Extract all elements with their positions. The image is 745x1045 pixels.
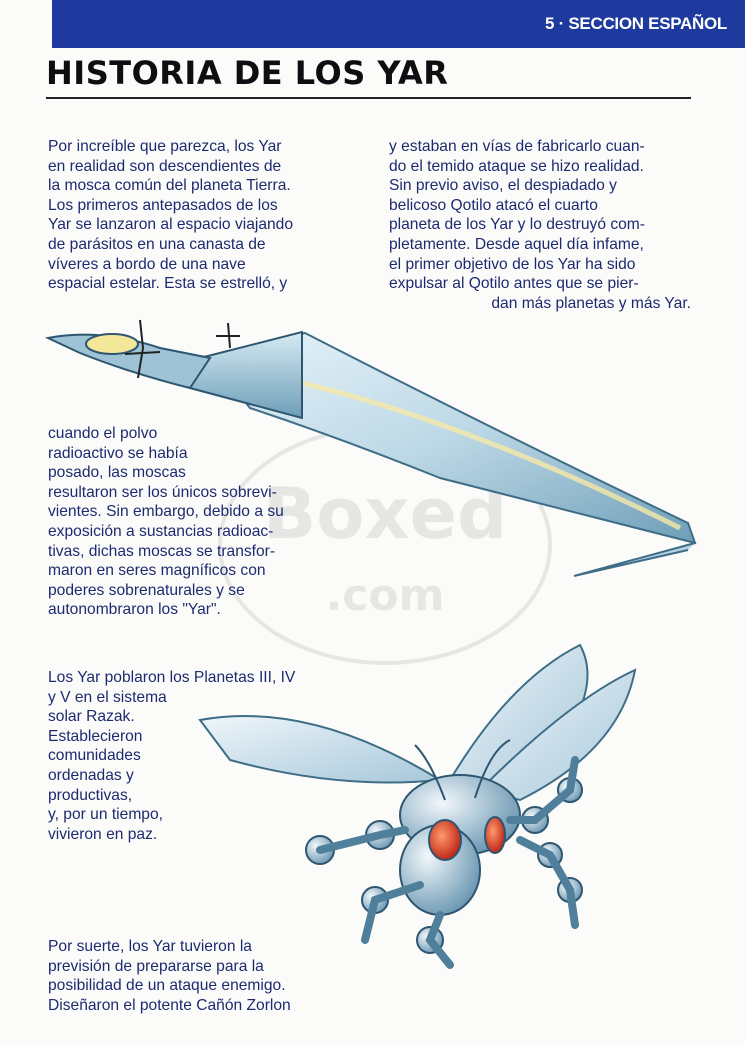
text-line: previsión de prepararse para la [48, 957, 264, 975]
text-line: y, por un tiempo, [48, 806, 163, 824]
page-title: HISTORIA DE LOS YAR [46, 54, 449, 92]
text-line: en realidad son descendientes de [48, 157, 282, 175]
text-line: Establecieron [48, 727, 143, 745]
text-line: ordenadas y [48, 766, 134, 784]
text-line: Por suerte, los Yar tuvieron la [48, 938, 252, 955]
text-line: cuando el polvo [48, 425, 158, 442]
text-line: radioactivo se había [48, 444, 188, 462]
svg-text:.com: .com [325, 570, 445, 621]
text-line: Los primeros antepasados de los [48, 196, 278, 214]
text-line: vientes. Sin embargo, debido a su [48, 503, 284, 521]
text-line: belicoso Qotilo atacó el cuarto [389, 196, 598, 214]
text-line: de parásitos en una canasta de [48, 235, 266, 253]
text-line: Los Yar poblaron los Planetas III, IV [48, 669, 296, 686]
section-label: 5 · SECCION ESPAÑOL [545, 14, 727, 33]
text-line: y estaban en vías de fabricarlo cuan- [389, 138, 645, 155]
text-line: vivieron en paz. [48, 825, 158, 843]
text-line: Por increíble que parezca, los Yar [48, 138, 282, 155]
text-line: Yar se lanzaron al espacio viajando [48, 216, 294, 234]
svg-text:Boxed: Boxed [262, 473, 508, 555]
text-line: exposición a sustancias radioac- [48, 522, 274, 540]
text-line: maron en seres magníficos con [48, 562, 266, 580]
text-line: autonombraron los "Yar". [48, 601, 221, 619]
text-line: tivas, dichas moscas se transfor- [48, 542, 276, 560]
text-line: resultaron ser los únicos sobrevi- [48, 483, 277, 501]
text-line: Sin previo aviso, el despiadado y [389, 177, 617, 195]
header-bar [52, 0, 745, 48]
paragraph-origins [48, 137, 336, 294]
text-line: productivas, [48, 786, 133, 804]
paragraph-qotilo-attack [389, 137, 691, 313]
text-line: solar Razak. [48, 708, 135, 726]
text-line: comunidades [48, 747, 141, 765]
text-line: posibilidad de un ataque enemigo. [48, 977, 286, 995]
text-line: do el temido ataque se hizo realidad. [389, 157, 644, 175]
paragraph-zorlon-cannon [48, 937, 348, 1015]
text-line: la mosca común del planeta Tierra. [48, 177, 291, 195]
text-line: y V en el sistema [48, 688, 167, 706]
text-line: el primer objetivo de los Yar ha sido [389, 255, 636, 273]
text-line: pletamente. Desde aquel día infame, [389, 235, 644, 253]
text-line: dan más planetas y más Yar. [491, 294, 691, 312]
text-line: poderes sobrenaturales y se [48, 581, 245, 599]
text-line: planeta de los Yar y lo destruyó com- [389, 216, 645, 234]
text-line: espacial estelar. Esta se estrelló, y [48, 275, 288, 293]
text-line: posado, las moscas [48, 464, 186, 482]
paragraph-planets [48, 668, 348, 844]
text-line: expulsar al Qotilo antes que se pier- [389, 275, 639, 293]
text-line: víveres a bordo de una nave [48, 255, 246, 273]
text-line: Diseñaron el potente Cañón Zorlon [48, 996, 291, 1014]
title-underline [46, 97, 691, 99]
paragraph-survivors [48, 424, 340, 620]
